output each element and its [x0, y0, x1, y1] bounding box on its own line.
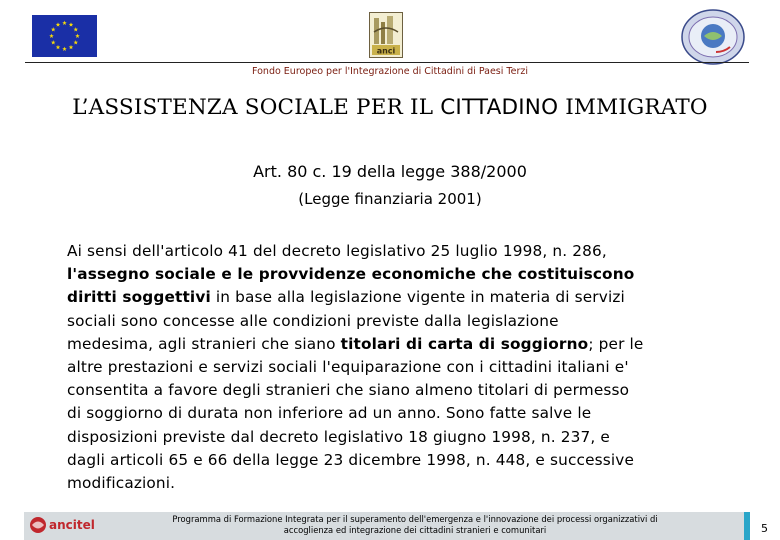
- body-line-2: [67, 263, 732, 286]
- body-paragraph: [67, 240, 732, 495]
- body-line-5-start: medesima, agli stranieri che siano: [67, 334, 341, 353]
- svg-text:anci: anci: [376, 46, 396, 56]
- law-subreference: (Legge finanziaria 2001): [298, 190, 482, 208]
- body-line-1: Ai sensi dell'articolo 41 del decreto legislativo 25 luglio 1998, n. 286,: [67, 242, 607, 260]
- body-line-5: [67, 333, 732, 356]
- body-line-4: sociali sono concesse alle condizioni previste dalla legislazione: [67, 311, 559, 330]
- body-line-9: disposizioni previste dal decreto legislativo 18 giugno 1998, n. 237, e: [67, 427, 610, 446]
- body-line-3: [67, 286, 732, 309]
- footer-accent-stripe: [744, 512, 750, 540]
- body-line-2-bold: l'assegno sociale e le provvidenze economiche che costituiscono: [67, 265, 635, 284]
- eu-flag-stars-icon: [32, 15, 97, 57]
- footer-line-1: Programma di Formazione Integrata per il superamento dell'emergenza e l'innovazione dei processi organizzativi di: [172, 514, 658, 524]
- body-line-3-rest: in base alla legislazione vigente in materia di servizi: [210, 288, 625, 307]
- body-line-10: dagli articoli 65 e 66 della legge 23 dicembre 1998, n. 448, e successive: [67, 450, 635, 469]
- ancitel-logo-text: ancitel: [49, 518, 95, 532]
- anci-logo: [369, 12, 403, 58]
- body-line-8: di soggiorno di durata non inferiore ad un anno. Sono fatte salve le: [67, 404, 592, 423]
- fund-subtitle: Fondo Europeo per l'Integrazione di Cittadini di Paesi Terzi: [251, 66, 528, 77]
- body-line-5-bold: titolari di carta di soggiorno: [340, 334, 589, 353]
- anci-emblem-icon: [369, 12, 403, 58]
- body-line-3-bold: diritti soggettivi: [67, 288, 211, 307]
- footer-program-text: [140, 514, 690, 536]
- title-part-3: IMMIGRATO: [558, 95, 708, 120]
- law-reference: Art. 80 c. 19 della legge 388/2000: [253, 162, 527, 181]
- page-title: [0, 95, 780, 120]
- title-part-1: L’ASSISTENZA SOCIALE PER IL: [72, 95, 441, 120]
- ancitel-emblem-icon: [24, 512, 134, 540]
- body-line-7: consentita a favore degli stranieri che siano almeno titolari di permesso: [67, 381, 630, 400]
- footer-line-2: accoglienza ed integrazione dei cittadini stranieri e comunitari: [283, 525, 547, 535]
- header-divider: [25, 62, 749, 63]
- page-number: 5: [761, 522, 768, 535]
- ancitel-logo: [24, 512, 134, 540]
- organization-seal-logo: [680, 8, 746, 66]
- body-line-5-end: ; per le: [588, 334, 644, 353]
- eu-flag-logo: [32, 15, 97, 57]
- body-line-6: altre prestazioni e servizi sociali l'equiparazione con i cittadini italiani e': [67, 358, 629, 377]
- title-part-2: CITTADINO: [440, 95, 559, 120]
- body-line-11: modificazioni.: [67, 474, 176, 493]
- round-seal-icon: [680, 8, 746, 66]
